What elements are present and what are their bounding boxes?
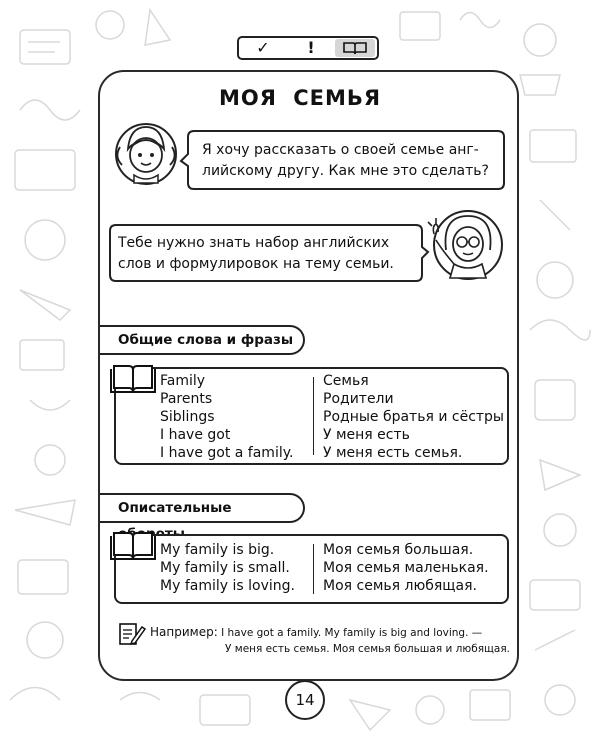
english-phrase: My family is big.	[160, 542, 275, 558]
russian-word: Родители	[323, 391, 394, 407]
top-toolbar	[237, 36, 379, 60]
book-icon	[335, 39, 375, 57]
page-number: 14	[285, 680, 325, 720]
example-label: Например:	[150, 625, 218, 639]
example-russian: У меня есть семья. Моя семья большая и любящая.	[225, 643, 510, 655]
vocabulary-table-common	[114, 367, 509, 465]
russian-word: Семья	[323, 373, 369, 389]
girl-speech-line-2: лийскому другу. Как мне это сделать?	[202, 163, 489, 179]
open-book-icon	[110, 360, 156, 394]
english-column	[160, 372, 293, 462]
check-icon: ✓	[256, 38, 270, 57]
open-book-icon	[110, 527, 156, 561]
teacher-avatar	[426, 200, 506, 290]
exclamation-icon: !	[307, 38, 315, 57]
teacher-speech-line-1: Тебе нужно знать набор английских	[118, 235, 390, 251]
column-divider	[313, 377, 314, 455]
russian-phrase: Моя семья любящая.	[323, 578, 477, 594]
section-heading-descriptive: Описательные	[100, 493, 305, 523]
girl-speech-line-1: Я хочу рассказать о своей семье анг-	[202, 142, 479, 158]
russian-column	[323, 372, 504, 462]
example-english: I have got a family. My family is big and loving. —	[221, 627, 483, 639]
russian-phrase: Моя семья маленькая.	[323, 560, 489, 576]
english-phrase: My family is loving.	[160, 578, 295, 594]
russian-word: Родные братья и сёстры	[323, 409, 504, 425]
girl-speech-text	[202, 140, 489, 182]
section-heading-common-words: Общие слова и фразы	[100, 325, 305, 355]
column-divider	[313, 544, 314, 594]
english-word: Family	[160, 373, 206, 389]
russian-word: У меня есть	[323, 427, 410, 443]
russian-phrase: Моя семья большая.	[323, 542, 474, 558]
english-word: Siblings	[160, 409, 215, 425]
russian-word: У меня есть семья.	[323, 445, 463, 461]
page-title: МОЯ СЕМЬЯ	[218, 86, 382, 110]
english-word: I have got a family.	[160, 445, 294, 461]
teacher-speech-text	[118, 233, 394, 275]
example-note	[150, 624, 510, 657]
notepad-pencil-icon	[118, 621, 146, 647]
teacher-speech-line-2: слов и формулировок на тему семьи.	[118, 256, 394, 272]
english-word: I have got	[160, 427, 231, 443]
english-phrase: My family is small.	[160, 560, 290, 576]
vocabulary-table-descriptive	[114, 534, 509, 604]
english-word: Parents	[160, 391, 213, 407]
russian-column	[323, 541, 489, 595]
english-column	[160, 541, 295, 595]
girl-avatar	[114, 117, 178, 191]
